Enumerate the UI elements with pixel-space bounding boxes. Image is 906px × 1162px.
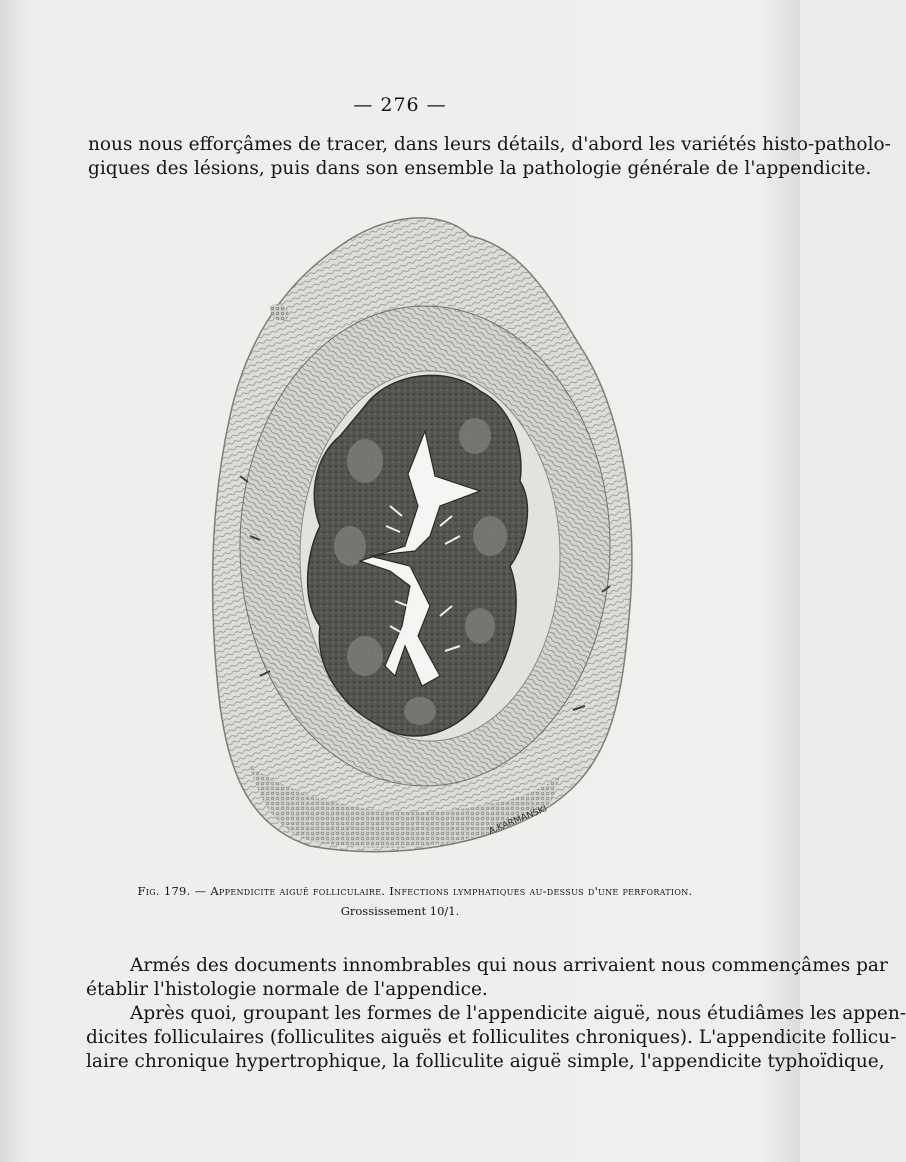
histology-figure	[190, 206, 650, 866]
intro-paragraph	[88, 133, 891, 181]
caption-prefix: Fig. 179. —	[137, 884, 207, 898]
figure-caption	[95, 884, 735, 898]
p2-line-2: dicites folliculaires (folliculites aiguës et folliculites chroniques). L'appendicite follicu-	[86, 1027, 897, 1048]
p1-line-2: établir l'histologie normale de l'appendice.	[86, 979, 488, 1000]
appendix-cross-section-illustration	[190, 206, 650, 866]
p2-line-1: Après quoi, groupant les formes de l'appendicite aiguë, nous étudiâmes les appen-	[130, 1003, 906, 1024]
p1-line-1: Armés des documents innombrables qui nous arrivaient nous commençâmes par	[130, 955, 888, 976]
page-number: — 276 —	[353, 94, 447, 116]
p2-line-3: laire chronique hypertrophique, la folliculite aiguë simple, l'appendicite typhoïdique,	[86, 1051, 885, 1072]
body-paragraphs	[86, 954, 906, 1074]
caption-magnification: Grossissement 10/1.	[340, 904, 460, 918]
intro-line-1: nous nous efforçâmes de tracer, dans leurs détails, d'abord les variétés histo-patholo-	[88, 134, 891, 155]
artist-signature: A.KARMANSKI	[487, 804, 549, 837]
caption-text: Appendicite aiguë folliculaire. Infections lymphatiques au-dessus d'une perforation.	[210, 884, 693, 898]
intro-line-2: giques des lésions, puis dans son ensemble la pathologie générale de l'appendicite.	[88, 158, 872, 179]
